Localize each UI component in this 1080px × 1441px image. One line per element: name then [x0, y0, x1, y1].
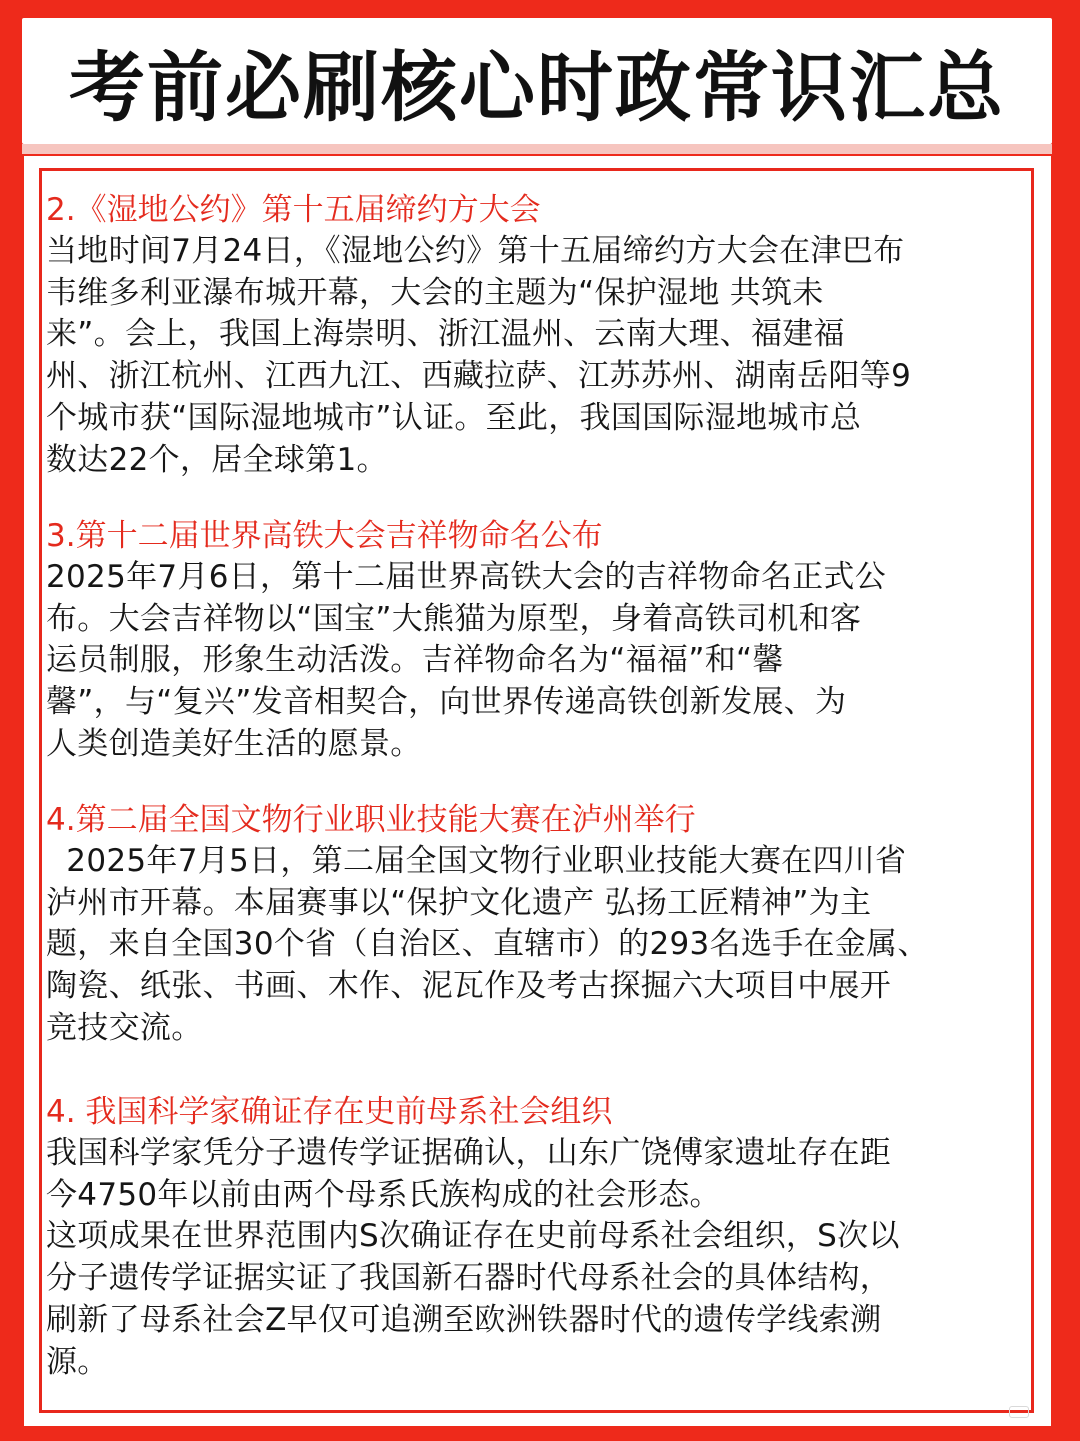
body-line: 这项成果在世界范围内S次确证存在史前母系社会组织，S次以 — [46, 1218, 900, 1255]
news-section-3 — [46, 799, 1028, 1050]
body-line: 数达22个，居全球第1。 — [46, 441, 388, 478]
section-title: 4. 我国科学家确证存在史前母系社会组织 — [46, 1094, 613, 1130]
body-line: 个城市获“国际湿地城市”认证。至此，我国国际湿地城市总 — [46, 399, 862, 436]
body-line: 来”。会上，我国上海崇明、浙江温州、云南大理、福建福 — [46, 316, 845, 353]
content-card — [24, 156, 1051, 1426]
header-divider — [22, 144, 1052, 154]
body-line: 我国科学家凭分子遗传学证据确认，山东广饶傅家遗址存在距 — [46, 1135, 892, 1171]
news-section-2 — [46, 515, 1028, 766]
body-line: 泸州市开幕。本届赛事以“保护文化遗产 弘扬工匠精神”为主 — [46, 884, 872, 921]
page-title: 考前必刷核心时政常识汇总 — [69, 42, 1005, 132]
section-title: 2.《湿地公约》第十五届缔约方大会 — [46, 192, 541, 228]
section-body — [46, 231, 1028, 481]
body-line: 分子遗传学证据实证了我国新石器时代母系社会的具体结构， — [46, 1260, 892, 1297]
content-frame — [39, 168, 1034, 1413]
body-line: 州、浙江杭州、江西九江、西藏拉萨、江苏苏州、湖南岳阳等9 — [46, 358, 912, 395]
body-line: 布。大会吉祥物以“国宝”大熊猫为原型，身着高铁司机和客 — [46, 600, 862, 637]
body-line: 当地时间7月24日，《湿地公约》第十五届缔约方大会在津巴布 — [46, 233, 905, 269]
watermark-icon — [1009, 1406, 1029, 1418]
body-line: 2025年7月5日，第二届全国文物行业职业技能大赛在四川省 — [46, 843, 907, 879]
news-section-4 — [46, 1091, 1028, 1383]
body-line: 竞技交流。 — [46, 1009, 203, 1046]
body-line: 人类创造美好生活的愿景。 — [46, 725, 422, 762]
body-line: 今4750年以前由两个母系氏族构成的社会形态。 — [46, 1176, 721, 1213]
body-line: 源。 — [46, 1343, 109, 1380]
body-line: 馨”，与“复兴”发音相契合，向世界传递高铁创新发展、为 — [46, 684, 847, 721]
body-line: 2025年7月6日，第十二届世界高铁大会的吉祥物命名正式公 — [46, 559, 887, 595]
body-line: 陶瓷、纸张、书画、木作、泥瓦作及考古探掘六大项目中展开 — [46, 968, 892, 1005]
body-line: 运员制服，形象生动活泼。吉祥物命名为“福福”和“馨 — [46, 642, 784, 679]
section-body — [46, 557, 1028, 766]
section-body — [46, 841, 1028, 1050]
body-line: 韦维多利亚瀑布城开幕，大会的主题为“保护湿地 共筑未 — [46, 274, 824, 311]
section-title: 3.第十二届世界高铁大会吉祥物命名公布 — [46, 518, 603, 554]
section-body — [46, 1133, 1028, 1383]
body-line: 刷新了母系社会Z早仅可追溯至欧洲铁器时代的遗传学线索溯 — [46, 1301, 882, 1338]
news-section-1 — [46, 189, 1028, 481]
header-banner — [22, 18, 1052, 144]
body-line: 题，来自全国30个省（自治区、直辖市）的293名选手在金属、 — [46, 926, 929, 963]
section-title: 4.第二届全国文物行业职业技能大赛在泸州举行 — [46, 802, 696, 838]
